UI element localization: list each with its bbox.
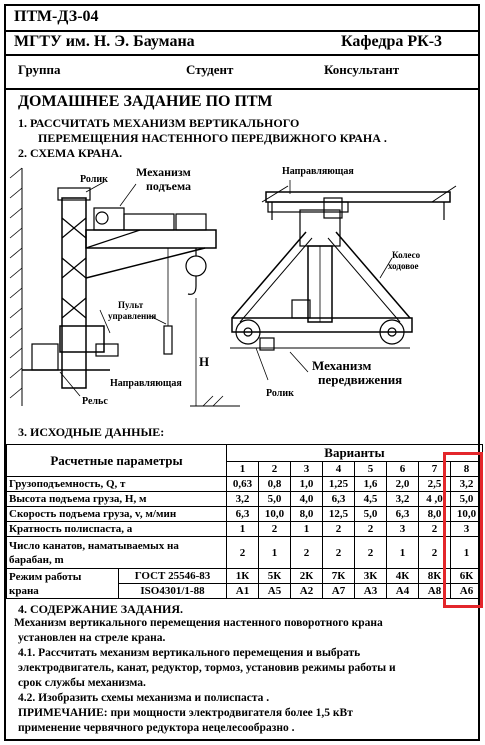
label-rail: Рельс xyxy=(82,396,108,407)
section4-line: срок службы механизма. xyxy=(18,677,146,689)
cell: 10,0 xyxy=(451,507,483,522)
mode-label xyxy=(7,569,119,599)
row-label: Скорость подъема груза, v, м/мин xyxy=(7,507,227,522)
cell: 2 xyxy=(291,537,323,569)
table-row xyxy=(7,537,483,569)
cell: 2 xyxy=(419,522,451,537)
cell: 2 xyxy=(323,537,355,569)
variant-number: 6 xyxy=(387,462,419,477)
cell: 3 xyxy=(451,522,483,537)
cell: 5,0 xyxy=(451,492,483,507)
row-label: Грузоподъемность, Q, т xyxy=(7,477,227,492)
cell: 0,8 xyxy=(259,477,291,492)
cell: 1 xyxy=(227,522,259,537)
cell: 3К xyxy=(355,569,387,584)
cell: 2 xyxy=(259,522,291,537)
cell: 7К xyxy=(323,569,355,584)
cell: 2 xyxy=(323,522,355,537)
table-row xyxy=(7,522,483,537)
row-label-line: Число канатов, наматываемых на xyxy=(9,539,179,552)
task3-heading: 3. ИСХОДНЫЕ ДАННЫЕ: xyxy=(18,425,165,439)
cell: 5,0 xyxy=(355,507,387,522)
cell: 5К xyxy=(259,569,291,584)
cell: А8 xyxy=(419,584,451,599)
mode-label-line: крана xyxy=(9,584,39,597)
group-field: Группа xyxy=(18,62,61,77)
cell: 2 xyxy=(355,522,387,537)
cell: 10,0 xyxy=(259,507,291,522)
cell: 1,6 xyxy=(355,477,387,492)
cell: 0,63 xyxy=(227,477,259,492)
cell: А3 xyxy=(355,584,387,599)
cell: 2,5 xyxy=(419,477,451,492)
variant-number: 2 xyxy=(259,462,291,477)
cell: 2 xyxy=(419,537,451,569)
table-row xyxy=(7,477,483,492)
divider xyxy=(4,54,480,56)
row-label-line: барабан, m xyxy=(9,553,64,566)
cell: 3,2 xyxy=(227,492,259,507)
cell: А2 xyxy=(291,584,323,599)
gost-label: ГОСТ 25546-83 xyxy=(119,569,227,584)
label-h: Н xyxy=(199,354,210,369)
variant-number: 5 xyxy=(355,462,387,477)
mode-label-line: Режим работы xyxy=(9,570,82,583)
cell: 2 xyxy=(355,537,387,569)
cell: А6 xyxy=(451,584,483,599)
department-name: Кафедра РК-3 xyxy=(341,33,443,50)
university-name: МГТУ им. Н. Э. Баумана xyxy=(14,33,195,50)
divider xyxy=(4,88,480,90)
cell: А4 xyxy=(387,584,419,599)
cell: 6К xyxy=(451,569,483,584)
cell: 4,0 xyxy=(291,492,323,507)
cell: 1 xyxy=(387,537,419,569)
divider xyxy=(4,30,480,32)
cell: 1,25 xyxy=(323,477,355,492)
cell: А5 xyxy=(259,584,291,599)
cell: 1К xyxy=(227,569,259,584)
cell: 2 xyxy=(227,537,259,569)
cell: 6,3 xyxy=(387,507,419,522)
label-pult-2: управления xyxy=(108,311,157,321)
variant-number: 3 xyxy=(291,462,323,477)
cell: 2,0 xyxy=(387,477,419,492)
cell: 3 xyxy=(387,522,419,537)
cell: 8К xyxy=(419,569,451,584)
cell: А7 xyxy=(323,584,355,599)
label-guide-left: Направляющая xyxy=(110,378,182,389)
param-header: Расчетные параметры xyxy=(7,445,227,477)
variant-number: 1 xyxy=(227,462,259,477)
section4-heading: 4. СОДЕРЖАНИЕ ЗАДАНИЯ. xyxy=(18,602,184,616)
note-line: ПРИМЕЧАНИЕ: при мощности электродвигателя более 1,5 кВт xyxy=(18,707,353,719)
section4-line: 4.1. Рассчитать механизм вертикального перемещения и выбрать xyxy=(18,647,361,659)
task1-line1: 1. РАССЧИТАТЬ МЕХАНИЗМ ВЕРТИКАЛЬНОГО xyxy=(18,116,300,130)
cell: 4 ,0 xyxy=(419,492,451,507)
label-wheel-2: ходовое xyxy=(388,261,419,271)
section4-line: Механизм вертикального перемещения настенного поворотного крана xyxy=(14,617,383,629)
cell: 12,5 xyxy=(323,507,355,522)
section4-line: электродвигатель, канат, редуктор, тормоз, установив режимы работы и xyxy=(18,662,396,674)
doc-code: ПТМ-ДЗ-04 xyxy=(14,8,99,25)
task1-line2: ПЕРЕМЕЩЕНИЯ НАСТЕННОГО ПЕРЕДВИЖНОГО КРАНА . xyxy=(38,131,387,145)
label-lift-mech: Механизм xyxy=(136,165,191,179)
cell: 4К xyxy=(387,569,419,584)
label-lift-mech-2: подъема xyxy=(146,179,192,193)
task2-heading: 2. СХЕМА КРАНА. xyxy=(18,146,123,160)
cell: 6,3 xyxy=(323,492,355,507)
label-rolik-top: Ролик xyxy=(80,174,108,185)
cell: 8,0 xyxy=(419,507,451,522)
cell: 1 xyxy=(291,522,323,537)
variant-number: 8 xyxy=(451,462,483,477)
label-guide-right: Направляющая xyxy=(282,166,354,177)
label-move-mech-2: передвижения xyxy=(318,372,403,387)
row-label xyxy=(7,537,227,569)
cell: 4,5 xyxy=(355,492,387,507)
iso-label: ISO4301/1-88 xyxy=(119,584,227,599)
label-move-mech: Механизм xyxy=(312,358,372,373)
table-row xyxy=(7,569,483,584)
cell: 2К xyxy=(291,569,323,584)
cell: 5,0 xyxy=(259,492,291,507)
section4-line: установлен на стреле крана. xyxy=(18,632,166,644)
consultant-field: Консультант xyxy=(324,62,400,77)
cell: 1 xyxy=(259,537,291,569)
variants-header: Варианты xyxy=(227,445,483,462)
cell: 3,2 xyxy=(387,492,419,507)
cell: А1 xyxy=(227,584,259,599)
variant-number: 7 xyxy=(419,462,451,477)
label-wheel: Колесо xyxy=(392,250,421,260)
row-label: Кратность полиспаста, а xyxy=(7,522,227,537)
variant-8-highlight xyxy=(443,452,483,608)
note-line: применение червячного редуктора нецелесообразно . xyxy=(18,722,295,734)
label-rolik-bottom: Ролик xyxy=(266,388,294,399)
cell: 1 xyxy=(451,537,483,569)
section4-line: 4.2. Изобразить схемы механизма и полиспаста . xyxy=(18,692,270,704)
label-pult: Пульт xyxy=(118,300,144,310)
table-row xyxy=(7,507,483,522)
page-title: ДОМАШНЕЕ ЗАДАНИЕ ПО ПТМ xyxy=(18,93,273,110)
parameters-table xyxy=(6,444,483,599)
table-row xyxy=(7,492,483,507)
cell: 6,3 xyxy=(227,507,259,522)
cell: 3,2 xyxy=(451,477,483,492)
cell: 1,0 xyxy=(291,477,323,492)
student-field: Студент xyxy=(186,62,234,77)
row-label: Высота подъема груза, H, м xyxy=(7,492,227,507)
variant-number: 4 xyxy=(323,462,355,477)
crane-diagram xyxy=(0,158,485,438)
cell: 8,0 xyxy=(291,507,323,522)
